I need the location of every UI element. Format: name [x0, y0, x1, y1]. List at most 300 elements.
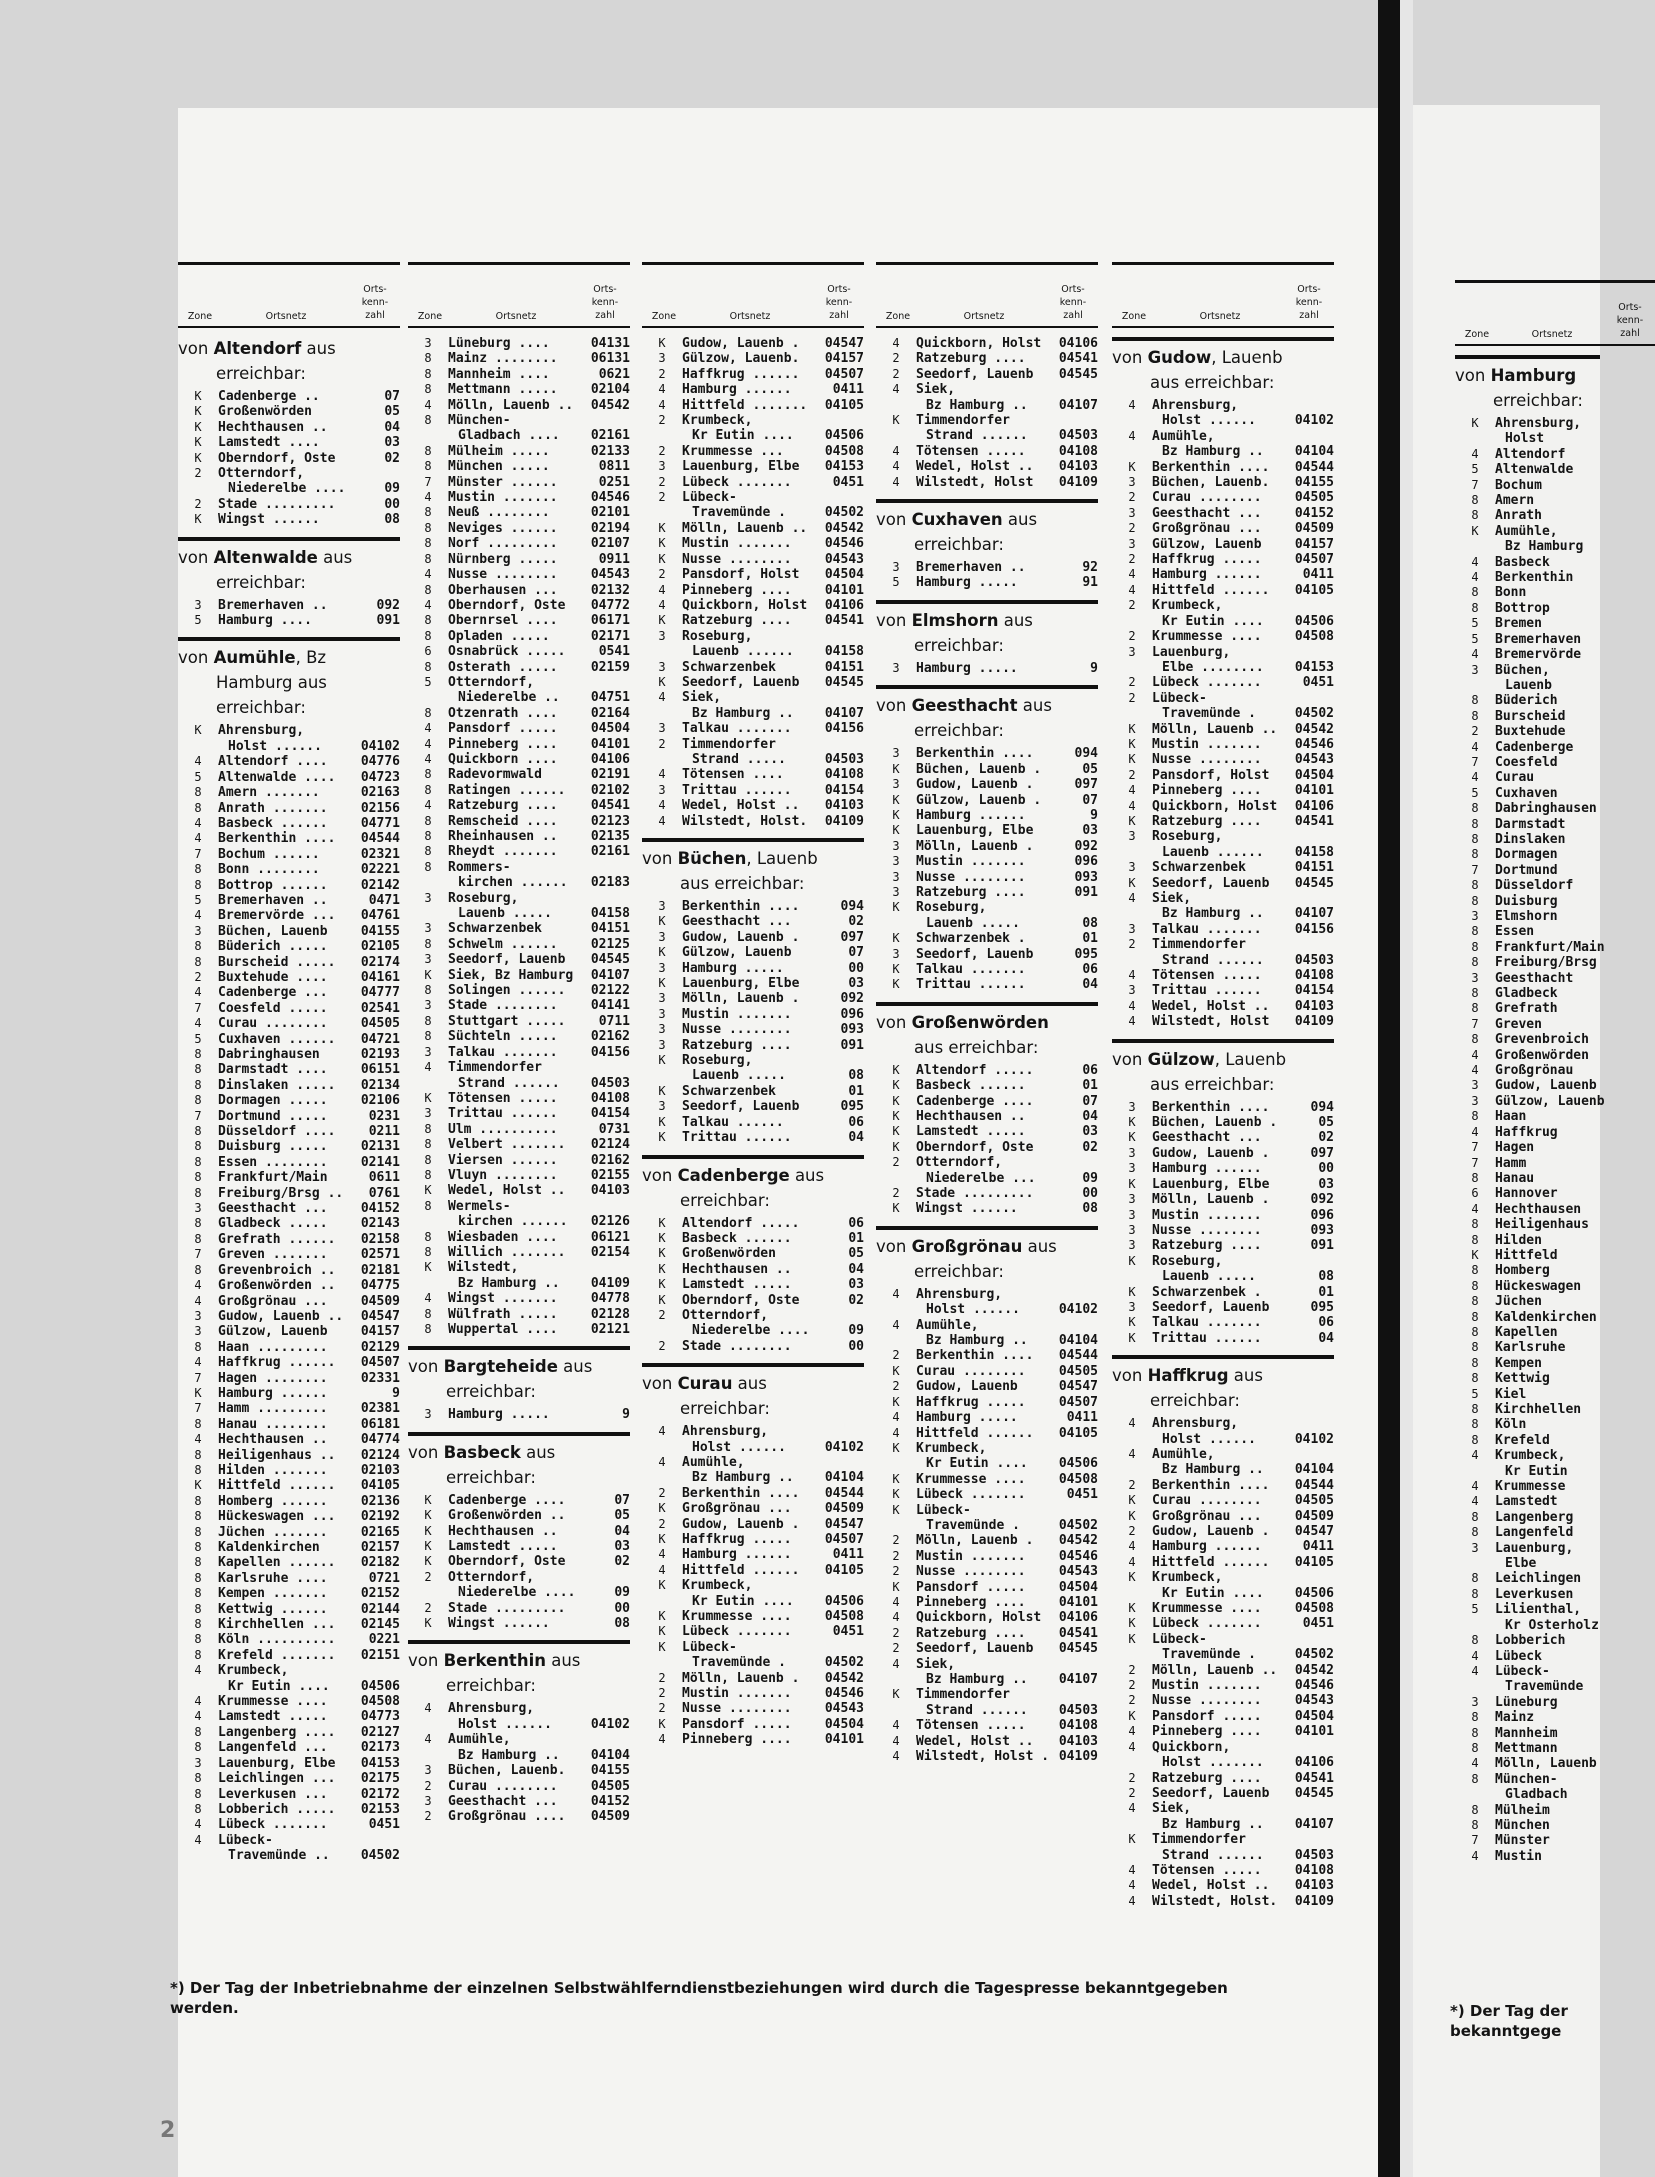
zone-code: 4 [424, 736, 432, 751]
directory-row [642, 598, 864, 613]
area-code: 094 [1074, 746, 1098, 762]
directory-row [408, 875, 630, 890]
area-code: 091 [840, 1037, 864, 1053]
place-name: Gudow, Lauenb . [682, 929, 800, 945]
zone-code: 8 [1471, 1278, 1479, 1293]
zone-code: 4 [1471, 1063, 1479, 1078]
zone-code: 2 [892, 1564, 900, 1579]
area-code: 02124 [360, 1447, 400, 1463]
section-subtitle: erreichbar: [680, 1399, 770, 1419]
directory-row [642, 1517, 864, 1532]
directory-row [408, 382, 630, 397]
directory-row [1112, 1447, 1334, 1462]
place-name: Frankfurt/Main [1495, 939, 1605, 955]
directory-row [642, 583, 864, 598]
place-name: Ratzeburg .... [1152, 1238, 1262, 1254]
place-name: Talkau ...... [682, 1114, 784, 1130]
directory-row [408, 475, 630, 490]
area-code: 02331 [360, 1370, 400, 1386]
place-name: Karlsruhe .... [218, 1570, 328, 1586]
zone-code: 5 [194, 892, 202, 907]
zone-code: K [892, 1201, 900, 1216]
zone-code: 8 [424, 1167, 432, 1182]
directory-row [178, 1756, 400, 1771]
directory-row [1455, 1093, 1605, 1109]
area-code: 08 [614, 1616, 630, 1632]
area-code: 04547 [360, 1308, 400, 1324]
directory-row [178, 970, 400, 985]
directory-row [1455, 863, 1600, 878]
place-name: Hanau ........ [218, 1416, 328, 1432]
area-code: 04505 [590, 1778, 630, 1794]
area-code: 04108 [590, 1090, 630, 1106]
area-code: 04547 [1058, 1379, 1098, 1395]
place-name: Bz Hamburg .. [692, 1470, 794, 1486]
place-name: Osnabrück ..... [448, 644, 566, 660]
directory-row [876, 1186, 1098, 1201]
directory-row [642, 1084, 864, 1099]
area-code: 06 [1082, 1062, 1098, 1078]
place-name: Wilstedt, [448, 1260, 519, 1276]
area-code: 04508 [1294, 629, 1334, 645]
directory-row [1112, 583, 1334, 598]
directory-row [178, 1740, 400, 1755]
place-name: Trittau ...... [682, 782, 792, 798]
zone-code: 4 [424, 490, 432, 505]
zone-code: 4 [1128, 1878, 1136, 1893]
directory-row [1112, 737, 1334, 752]
zone-code: 8 [424, 1244, 432, 1259]
directory-row [178, 1525, 400, 1540]
directory-row [1112, 1223, 1334, 1238]
place-name: Haffkrug ...... [218, 1355, 336, 1371]
place-name: Hamburg ...... [682, 382, 792, 398]
zone-code [1112, 444, 1152, 459]
area-code: 08 [1082, 915, 1098, 931]
place-name: Geesthacht ... [218, 1201, 328, 1217]
directory-row [642, 1038, 864, 1053]
area-code: 04154 [590, 1106, 630, 1122]
zone-code: 8 [194, 1724, 202, 1739]
place-name: Pansdorf, Holst [1152, 767, 1270, 783]
zone-code [876, 1672, 916, 1687]
directory-row [1112, 1300, 1334, 1315]
place-name: Pinneberg .... [1152, 783, 1262, 799]
area-code: 0451 [1302, 1616, 1334, 1632]
zone-code: 8 [424, 705, 432, 720]
zone-code: 4 [424, 567, 432, 582]
area-code: 02194 [590, 520, 630, 536]
place-name: Bremerhaven .. [218, 597, 328, 613]
zone-code: K [892, 1394, 900, 1409]
zone-code: K [658, 1609, 666, 1624]
place-name: Krumbeck, [218, 1663, 289, 1679]
area-code: 00 [848, 1338, 864, 1354]
place-name: Oberndorf, Oste [448, 1554, 566, 1570]
area-code: 02221 [360, 862, 400, 878]
zone-code: K [1128, 1508, 1136, 1523]
zone-code: 4 [194, 1709, 202, 1724]
directory-row [1455, 1017, 1600, 1032]
place-name: Curau ........ [448, 1778, 558, 1794]
section-rule [1112, 1039, 1334, 1043]
zone-code: 2 [424, 1569, 432, 1584]
area-code: 04108 [1058, 1718, 1098, 1734]
zone-code: 2 [658, 736, 666, 751]
zone-code: 2 [194, 969, 202, 984]
place-name: Pansdorf, Holst [682, 567, 800, 583]
place-name: Langenberg [1495, 1509, 1574, 1525]
zone-code: 4 [1128, 1446, 1136, 1461]
place-name: Münster [1495, 1833, 1550, 1849]
place-name: Hechthausen .. [682, 1261, 792, 1277]
directory-row [1455, 1248, 1600, 1263]
zone-code: 3 [424, 921, 432, 936]
directory-row [408, 1732, 630, 1747]
zone-code: K [892, 1109, 900, 1123]
directory-row [1112, 1146, 1334, 1161]
directory-row [876, 793, 1098, 808]
zone-code: 8 [194, 862, 202, 877]
zone-code: 4 [892, 459, 900, 474]
place-name: Hechthausen .. [448, 1523, 558, 1539]
directory-row [1112, 1478, 1334, 1493]
zone-code: 8 [194, 1062, 202, 1077]
place-name: Neuß ........ [448, 505, 550, 521]
zone-code: 8 [424, 1121, 432, 1136]
area-code: 04107 [1294, 906, 1334, 922]
area-code: 092 [1074, 838, 1098, 854]
zone-code: 3 [892, 946, 900, 961]
place-name: Gudow, Lauenb . [682, 336, 800, 351]
directory-row [178, 893, 400, 908]
directory-row [642, 1308, 864, 1323]
directory-row [876, 1610, 1098, 1625]
zone-code: 8 [1471, 1710, 1479, 1725]
zone-code: 4 [658, 1424, 666, 1439]
zone-code [1112, 1647, 1152, 1662]
directory-row [876, 962, 1098, 977]
zone-code [876, 1302, 916, 1317]
place-name: Tötensen ..... [1152, 968, 1262, 984]
zone-code: 3 [658, 628, 666, 643]
place-name: Rheinhausen .. [448, 829, 558, 844]
zone-code: K [658, 536, 666, 551]
place-name: Bz Hamburg .. [1162, 444, 1264, 460]
place-name: Hittfeld ...... [916, 1425, 1034, 1441]
area-code: 02381 [360, 1401, 400, 1417]
place-name: Aumühle, [1152, 428, 1215, 444]
place-name: Timmendorfer [1152, 937, 1246, 953]
zone-code: 2 [892, 1533, 900, 1548]
place-name: Geesthacht [1495, 970, 1574, 986]
directory-row [1112, 1771, 1334, 1786]
place-name: Freiburg/Brsg [1495, 955, 1597, 971]
area-code: 04543 [1294, 752, 1334, 768]
area-code: 0411 [832, 1547, 864, 1563]
zone-code: 2 [658, 474, 666, 489]
directory-row [1455, 1479, 1600, 1494]
zone-code [408, 1585, 448, 1600]
directory-row [408, 583, 630, 598]
directory-row [408, 444, 630, 459]
header-ortsnetz: Ortsnetz [495, 311, 537, 322]
zone-code: 3 [1128, 644, 1136, 659]
directory-row [876, 398, 1098, 413]
area-code: 01 [1082, 931, 1098, 947]
zone-code: 4 [1471, 446, 1479, 461]
place-name: Otzenrath .... [448, 705, 558, 721]
section-title: von Aumühle, Bz Hamburg aus erreichbar: [178, 645, 400, 720]
area-code: 02171 [590, 628, 630, 644]
place-name: Roseburg, [916, 900, 987, 916]
place-name: Krumbeck, [916, 1440, 987, 1456]
zone-code: 3 [424, 998, 432, 1013]
place-name: München ..... [448, 459, 550, 475]
area-code: 02121 [590, 1322, 630, 1337]
zone-code: 8 [424, 1029, 432, 1044]
directory-row [642, 961, 864, 976]
directory-row [178, 939, 400, 954]
place-name: Coesfeld ..... [218, 1000, 328, 1016]
zone-code: 4 [892, 336, 900, 350]
place-name: Talkau ....... [448, 1044, 558, 1060]
zone-code [876, 1456, 916, 1471]
directory-row [178, 1771, 400, 1786]
zone-code: K [658, 336, 666, 350]
origin-name: Basbeck [443, 1442, 521, 1462]
directory-row [408, 844, 630, 859]
zone-code: K [424, 967, 432, 982]
zone-code: 8 [424, 1152, 432, 1167]
zone-code: 8 [424, 983, 432, 998]
zone-code: 4 [892, 1733, 900, 1748]
place-name: Bonn ........ [218, 862, 320, 878]
directory-row [408, 1601, 630, 1616]
directory-row [178, 1509, 400, 1524]
zone-code: 4 [424, 751, 432, 766]
directory-row [408, 906, 630, 921]
zone-code: K [892, 761, 900, 776]
origin-section [876, 685, 1098, 993]
zone-code: K [892, 413, 900, 428]
directory-row [408, 521, 630, 536]
directory-row [876, 413, 1098, 428]
zone-code: 4 [658, 1454, 666, 1469]
place-name: Otterndorf, [448, 1569, 535, 1585]
area-code: 9 [622, 1407, 630, 1423]
zone-code: 3 [658, 459, 666, 474]
area-code: 03 [1082, 823, 1098, 839]
area-code: 04503 [1058, 428, 1098, 444]
zone-code: 3 [1128, 1238, 1136, 1253]
zone-code: 8 [424, 413, 432, 428]
place-name: Altenwalde .... [218, 769, 336, 785]
directory-row [642, 1022, 864, 1037]
zone-code: K [424, 1616, 432, 1631]
zone-code: K [1128, 721, 1136, 736]
place-name: Krumbeck, [682, 413, 753, 429]
origin-name: Curau [677, 1374, 733, 1394]
directory-row [408, 1570, 630, 1585]
origin-name: Geesthacht [911, 696, 1018, 716]
area-code: 02 [1082, 1139, 1098, 1155]
place-name: Großgrönau ... [1152, 521, 1262, 537]
area-code: 04504 [824, 1716, 864, 1732]
footnote: *) Der Tag der Inbetriebnahme der einzelnen Selbstwählferndienstbeziehungen wird durch die Tagespresse bekanntgegeben werden. [170, 1979, 1228, 2017]
area-code: 08 [1318, 1269, 1334, 1285]
directory-row [642, 675, 864, 690]
directory-row [876, 367, 1098, 382]
zone-code: 3 [892, 869, 900, 884]
place-name: Schwelm ...... [448, 936, 558, 952]
directory-row [1455, 678, 1600, 693]
zone-code: 8 [424, 767, 432, 782]
area-code: 02163 [360, 785, 400, 801]
zone-code: K [424, 1492, 432, 1507]
directory-row [876, 1287, 1098, 1302]
zone-code: K [658, 674, 666, 689]
place-name: Cadenberge ... [218, 985, 328, 1001]
area-code: 05 [1318, 1115, 1334, 1131]
place-name: Ahrensburg, [448, 1701, 535, 1717]
zone-code: 4 [658, 690, 666, 705]
directory-row [1112, 1285, 1334, 1300]
zone-code: 5 [1471, 462, 1479, 477]
zone-code: 4 [892, 382, 900, 397]
directory-row [642, 660, 864, 675]
directory-row [876, 1626, 1098, 1641]
zone-code: 8 [424, 551, 432, 566]
place-name: Großenwörden [1495, 1047, 1589, 1063]
origin-section [408, 336, 630, 1337]
area-code: 02182 [360, 1555, 400, 1571]
zone-code: 2 [1128, 937, 1136, 952]
directory-row [642, 1578, 864, 1593]
section-subtitle: aus erreichbar: [914, 1037, 1039, 1057]
zone-code: 4 [194, 1832, 202, 1847]
area-code: 00 [848, 960, 864, 976]
area-code: 04105 [1294, 582, 1334, 598]
place-name: Basbeck ...... [682, 1230, 792, 1246]
area-code: 04509 [1294, 521, 1334, 537]
directory-row [178, 1324, 400, 1339]
zone-code: K [892, 1093, 900, 1108]
section-subtitle: erreichbar: [1150, 1391, 1240, 1411]
section-rule [876, 600, 1098, 604]
area-code: 04108 [1294, 1862, 1334, 1878]
area-code: 02127 [360, 1724, 400, 1740]
place-name: Homberg ...... [218, 1493, 328, 1509]
directory-row [408, 1794, 630, 1809]
place-name: Seedorf, Lauenb [1152, 1299, 1270, 1315]
zone-code: 3 [892, 854, 900, 869]
place-name: Großgrönau [1495, 1063, 1574, 1079]
zone-code [408, 875, 448, 890]
place-name: Quickborn, Holst [916, 336, 1042, 351]
area-code: 04544 [1294, 1477, 1334, 1493]
area-code: 04108 [824, 767, 864, 783]
area-code: 04156 [824, 721, 864, 737]
zone-code: 8 [424, 659, 432, 674]
zone-code: K [194, 419, 202, 434]
place-name: Wilstedt, Holst [916, 474, 1034, 490]
area-code: 07 [848, 945, 864, 961]
area-code: 04503 [1294, 952, 1334, 968]
place-name: Kapellen ...... [218, 1555, 336, 1571]
place-name: Dormagen ..... [218, 1093, 328, 1109]
area-code: 04102 [1058, 1302, 1098, 1318]
area-code: 07 [1082, 1093, 1098, 1109]
place-name: Oberndorf, Oste [448, 597, 566, 613]
area-code: 04509 [1294, 1508, 1334, 1524]
directory-row [408, 767, 630, 782]
area-code: 0451 [1066, 1487, 1098, 1503]
zone-code: 2 [1128, 1524, 1136, 1538]
zone-code: 4 [194, 1278, 202, 1293]
zone-code: K [658, 551, 666, 566]
place-name: Cadenberge .. [218, 389, 320, 404]
zone-code: 3 [424, 890, 432, 905]
directory-row [1112, 1601, 1334, 1616]
directory-row [1112, 953, 1334, 968]
directory-row [178, 754, 400, 769]
directory-row [1455, 1818, 1600, 1833]
zone-code: 7 [1471, 477, 1479, 492]
area-code: 04141 [590, 998, 630, 1014]
place-name: Seedorf, Lauenb [916, 1641, 1034, 1657]
origin-section [178, 537, 400, 629]
place-name: Wilstedt, Holst [1152, 1014, 1270, 1030]
zone-code [1112, 1848, 1152, 1863]
place-name: Basbeck ...... [916, 1078, 1026, 1094]
origin-section [642, 1363, 864, 1748]
place-name: Krumbeck, [1495, 1448, 1566, 1464]
section-rule [876, 1226, 1098, 1230]
directory-row [642, 505, 864, 520]
place-name: Leverkusen ... [218, 1786, 328, 1802]
zone-code: 4 [1471, 554, 1479, 569]
place-name: Nusse ........ [448, 567, 558, 583]
zone-code: K [892, 977, 900, 992]
area-code: 04546 [824, 1686, 864, 1702]
directory-row [408, 937, 630, 952]
area-code: 04153 [360, 1755, 400, 1771]
zone-code: 4 [1471, 647, 1479, 662]
area-code: 04 [1082, 1109, 1098, 1124]
area-code: 04504 [590, 721, 630, 737]
directory-row [1112, 860, 1334, 875]
zone-code: 8 [1471, 1633, 1479, 1648]
zone-code: 8 [1471, 493, 1479, 508]
place-name: Hamburg .... [218, 613, 312, 629]
area-code: 08 [1082, 1201, 1098, 1217]
area-code: 0231 [368, 1108, 400, 1124]
place-name: Großgrönau ... [682, 1501, 792, 1517]
area-code: 0221 [368, 1632, 400, 1648]
place-name: Dortmund ..... [218, 1108, 328, 1124]
area-code: 04154 [1294, 983, 1334, 999]
area-code: 02136 [360, 1493, 400, 1509]
area-code: 04507 [1294, 552, 1334, 568]
place-name: Gudow, Lauenb . [916, 777, 1034, 793]
place-name: Willich ....... [448, 1244, 566, 1260]
area-code: 04547 [1294, 1524, 1334, 1539]
origin-name: Elmshorn [911, 610, 999, 630]
place-name: Ratzeburg .... [916, 1625, 1026, 1641]
place-name: Mölln, Lauenb . [1152, 1192, 1270, 1208]
directory-row [408, 351, 630, 366]
